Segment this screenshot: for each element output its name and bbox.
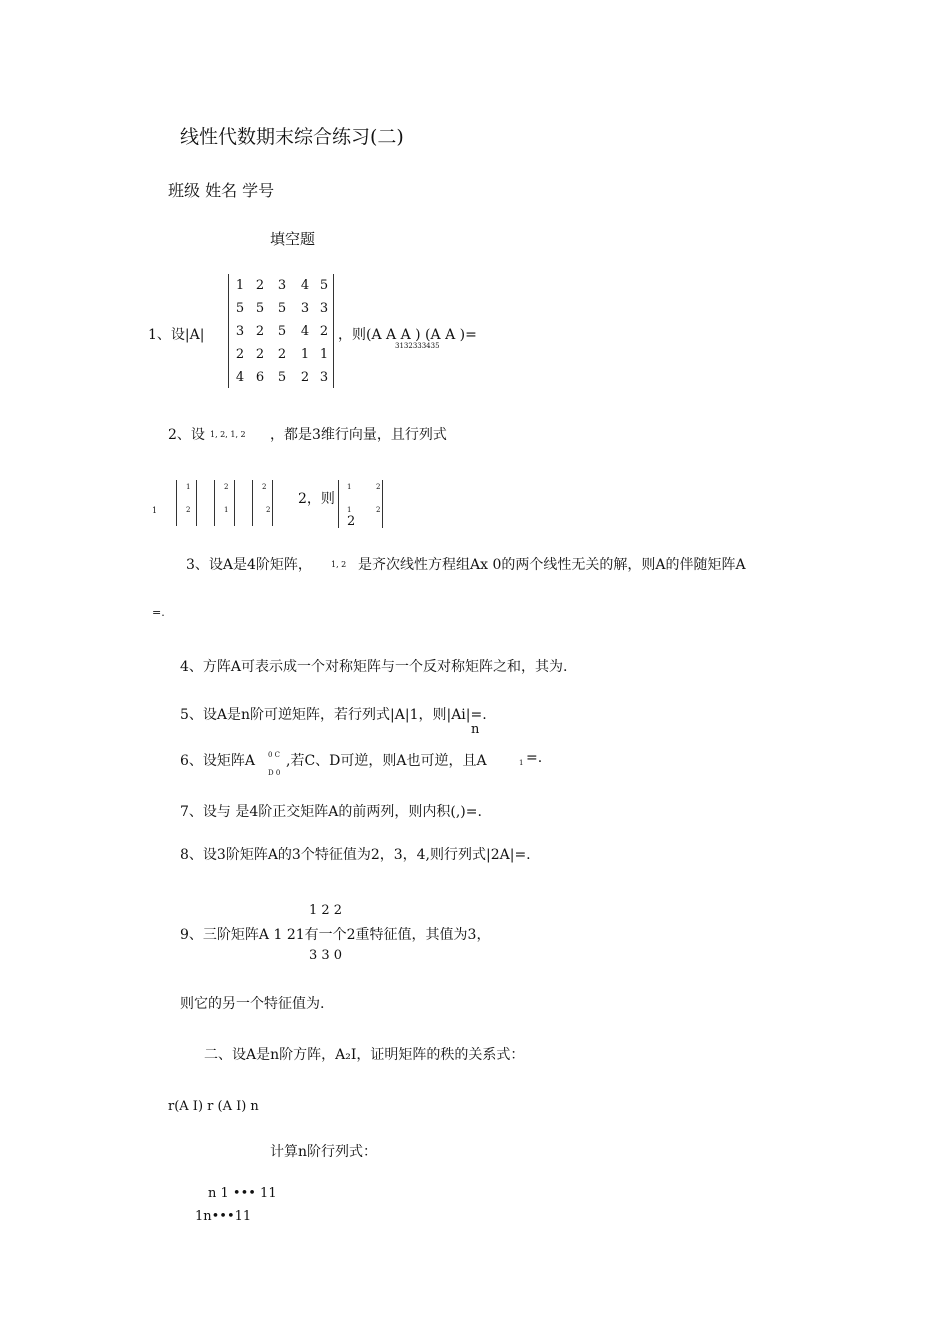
- q2-det4-right: [382, 480, 383, 528]
- q1-cell: 5: [319, 278, 329, 293]
- header-fields: 班级 姓名 学号: [168, 181, 275, 200]
- q1-det-right-bar: [333, 274, 334, 388]
- q2-text: ，都是3维行向量，且行列式: [270, 427, 447, 443]
- q1-cell: 1: [235, 278, 245, 293]
- q2-det2-left: [214, 480, 215, 526]
- q9-top: 1 2 2: [309, 903, 343, 918]
- q2-vars: 1, 2, 1, 2: [210, 430, 246, 439]
- q6-text-b: ,若C、D可逆，则A也可逆，且A: [286, 753, 487, 769]
- q1-cell: 2: [300, 370, 310, 385]
- q1-cell: 4: [300, 324, 310, 339]
- q1-cell: 2: [319, 324, 329, 339]
- section-3-heading: 计算n阶行列式：: [270, 1144, 378, 1160]
- q2-d3-top: 2: [262, 483, 267, 491]
- q6-sub-a: D 0: [268, 769, 281, 777]
- q1-prefix: 1、设|A|: [148, 327, 205, 343]
- q1-subscripts: 3132333435: [395, 342, 440, 350]
- q1-cell: 5: [277, 370, 287, 385]
- q5-text: 5、设A是n阶可逆矩阵，若行列式|A|1，则|Ai|=.: [180, 707, 487, 723]
- q1-cell: 1: [300, 347, 310, 362]
- q1-cell: 5: [235, 301, 245, 316]
- q2-det3-right: [272, 480, 273, 526]
- q9-bottom: 3 3 0: [309, 948, 343, 963]
- q2-d4-r1: 2: [376, 483, 381, 491]
- q1-cell: 6: [255, 370, 265, 385]
- q2-d3-bottom: 2: [266, 506, 271, 514]
- q6-text-a: 6、设矩阵A: [180, 753, 256, 769]
- q3-text-a: 3、设A是4阶矩阵，: [186, 557, 312, 573]
- q1-cell: 2: [255, 278, 265, 293]
- section-fill-heading: 填空题: [270, 230, 316, 248]
- q1-cell: 2: [255, 347, 265, 362]
- q2-d4-l1: 1: [347, 483, 352, 491]
- q1-cell: 1: [319, 347, 329, 362]
- q2-det2-right: [234, 480, 235, 526]
- q2-d4-l2: 1: [347, 506, 352, 514]
- q1-cell: 2: [235, 347, 245, 362]
- q9-text: 9、三阶矩阵A 1 21有一个2重特征值，其值为3，: [180, 927, 491, 943]
- q1-cell: 5: [277, 301, 287, 316]
- q2-label: 2、设: [168, 427, 205, 443]
- q1-cell: 3: [300, 301, 310, 316]
- q2-d1-bottom: 2: [186, 506, 191, 514]
- q6-sup: 0 C: [268, 751, 281, 759]
- question-7: 7、设与 是4阶正交矩阵A的前两列，则内积(,)=.: [180, 804, 482, 820]
- section-2-formula: r(A I) r (A I) n: [168, 1099, 259, 1114]
- q2-d4-r2: 2: [376, 506, 381, 514]
- q1-cell: 3: [277, 278, 287, 293]
- q2-d1-top: 1: [186, 483, 191, 491]
- q2-d2-top: 2: [224, 483, 229, 491]
- q1-cell: 4: [235, 370, 245, 385]
- q2-det3-left: [252, 480, 253, 526]
- q1-cell: 3: [235, 324, 245, 339]
- q2-det1-right: [196, 480, 197, 526]
- q2-det-lhs: 1: [152, 506, 158, 515]
- q1-cell: 2: [255, 324, 265, 339]
- q3-text-c: =.: [152, 606, 165, 619]
- q1-cell: 4: [300, 278, 310, 293]
- section-2-heading: 二、设A是n阶方阵，A₂I，证明矩阵的秩的关系式：: [204, 1047, 525, 1063]
- q3-vars: 1, 2: [331, 560, 347, 569]
- q2-d4-l3: 2: [347, 514, 356, 529]
- q1-cell: 2: [277, 347, 287, 362]
- q2-det4-left: [338, 480, 339, 528]
- q1-suffix: ，则(A A A ) (A A )=: [338, 327, 477, 343]
- q6-sub-b: 1: [519, 759, 524, 767]
- q6-text-c: =.: [526, 750, 543, 766]
- question-8: 8、设3阶矩阵A的3个特征值为2，3，4,则行列式|2A|=.: [180, 847, 531, 863]
- q2-d2-bottom: 1: [224, 506, 229, 514]
- q1-cell: 3: [319, 370, 329, 385]
- q2-det1-left: [176, 480, 177, 526]
- q1-cell: 3: [319, 301, 329, 316]
- q1-det-left-bar: [228, 274, 229, 388]
- q9-followup: 则它的另一个特征值为.: [180, 996, 325, 1012]
- det-row-1: n 1 ••• 11: [208, 1186, 277, 1201]
- q1-matrix: [231, 278, 331, 385]
- q1-cell: 5: [255, 301, 265, 316]
- page-title: 线性代数期末综合练习(二): [180, 126, 404, 148]
- question-4: 4、方阵A可表示成一个对称矩阵与一个反对称矩阵之和，其为.: [180, 659, 568, 675]
- q2-mid: 2，则: [298, 491, 335, 507]
- det-row-2: 1n•••11: [195, 1209, 252, 1224]
- q5-below: n: [471, 722, 480, 737]
- q1-cell: 5: [277, 324, 287, 339]
- q3-text-b: 是齐次线性方程组Ax 0的两个线性无关的解，则A的伴随矩阵A: [358, 557, 746, 573]
